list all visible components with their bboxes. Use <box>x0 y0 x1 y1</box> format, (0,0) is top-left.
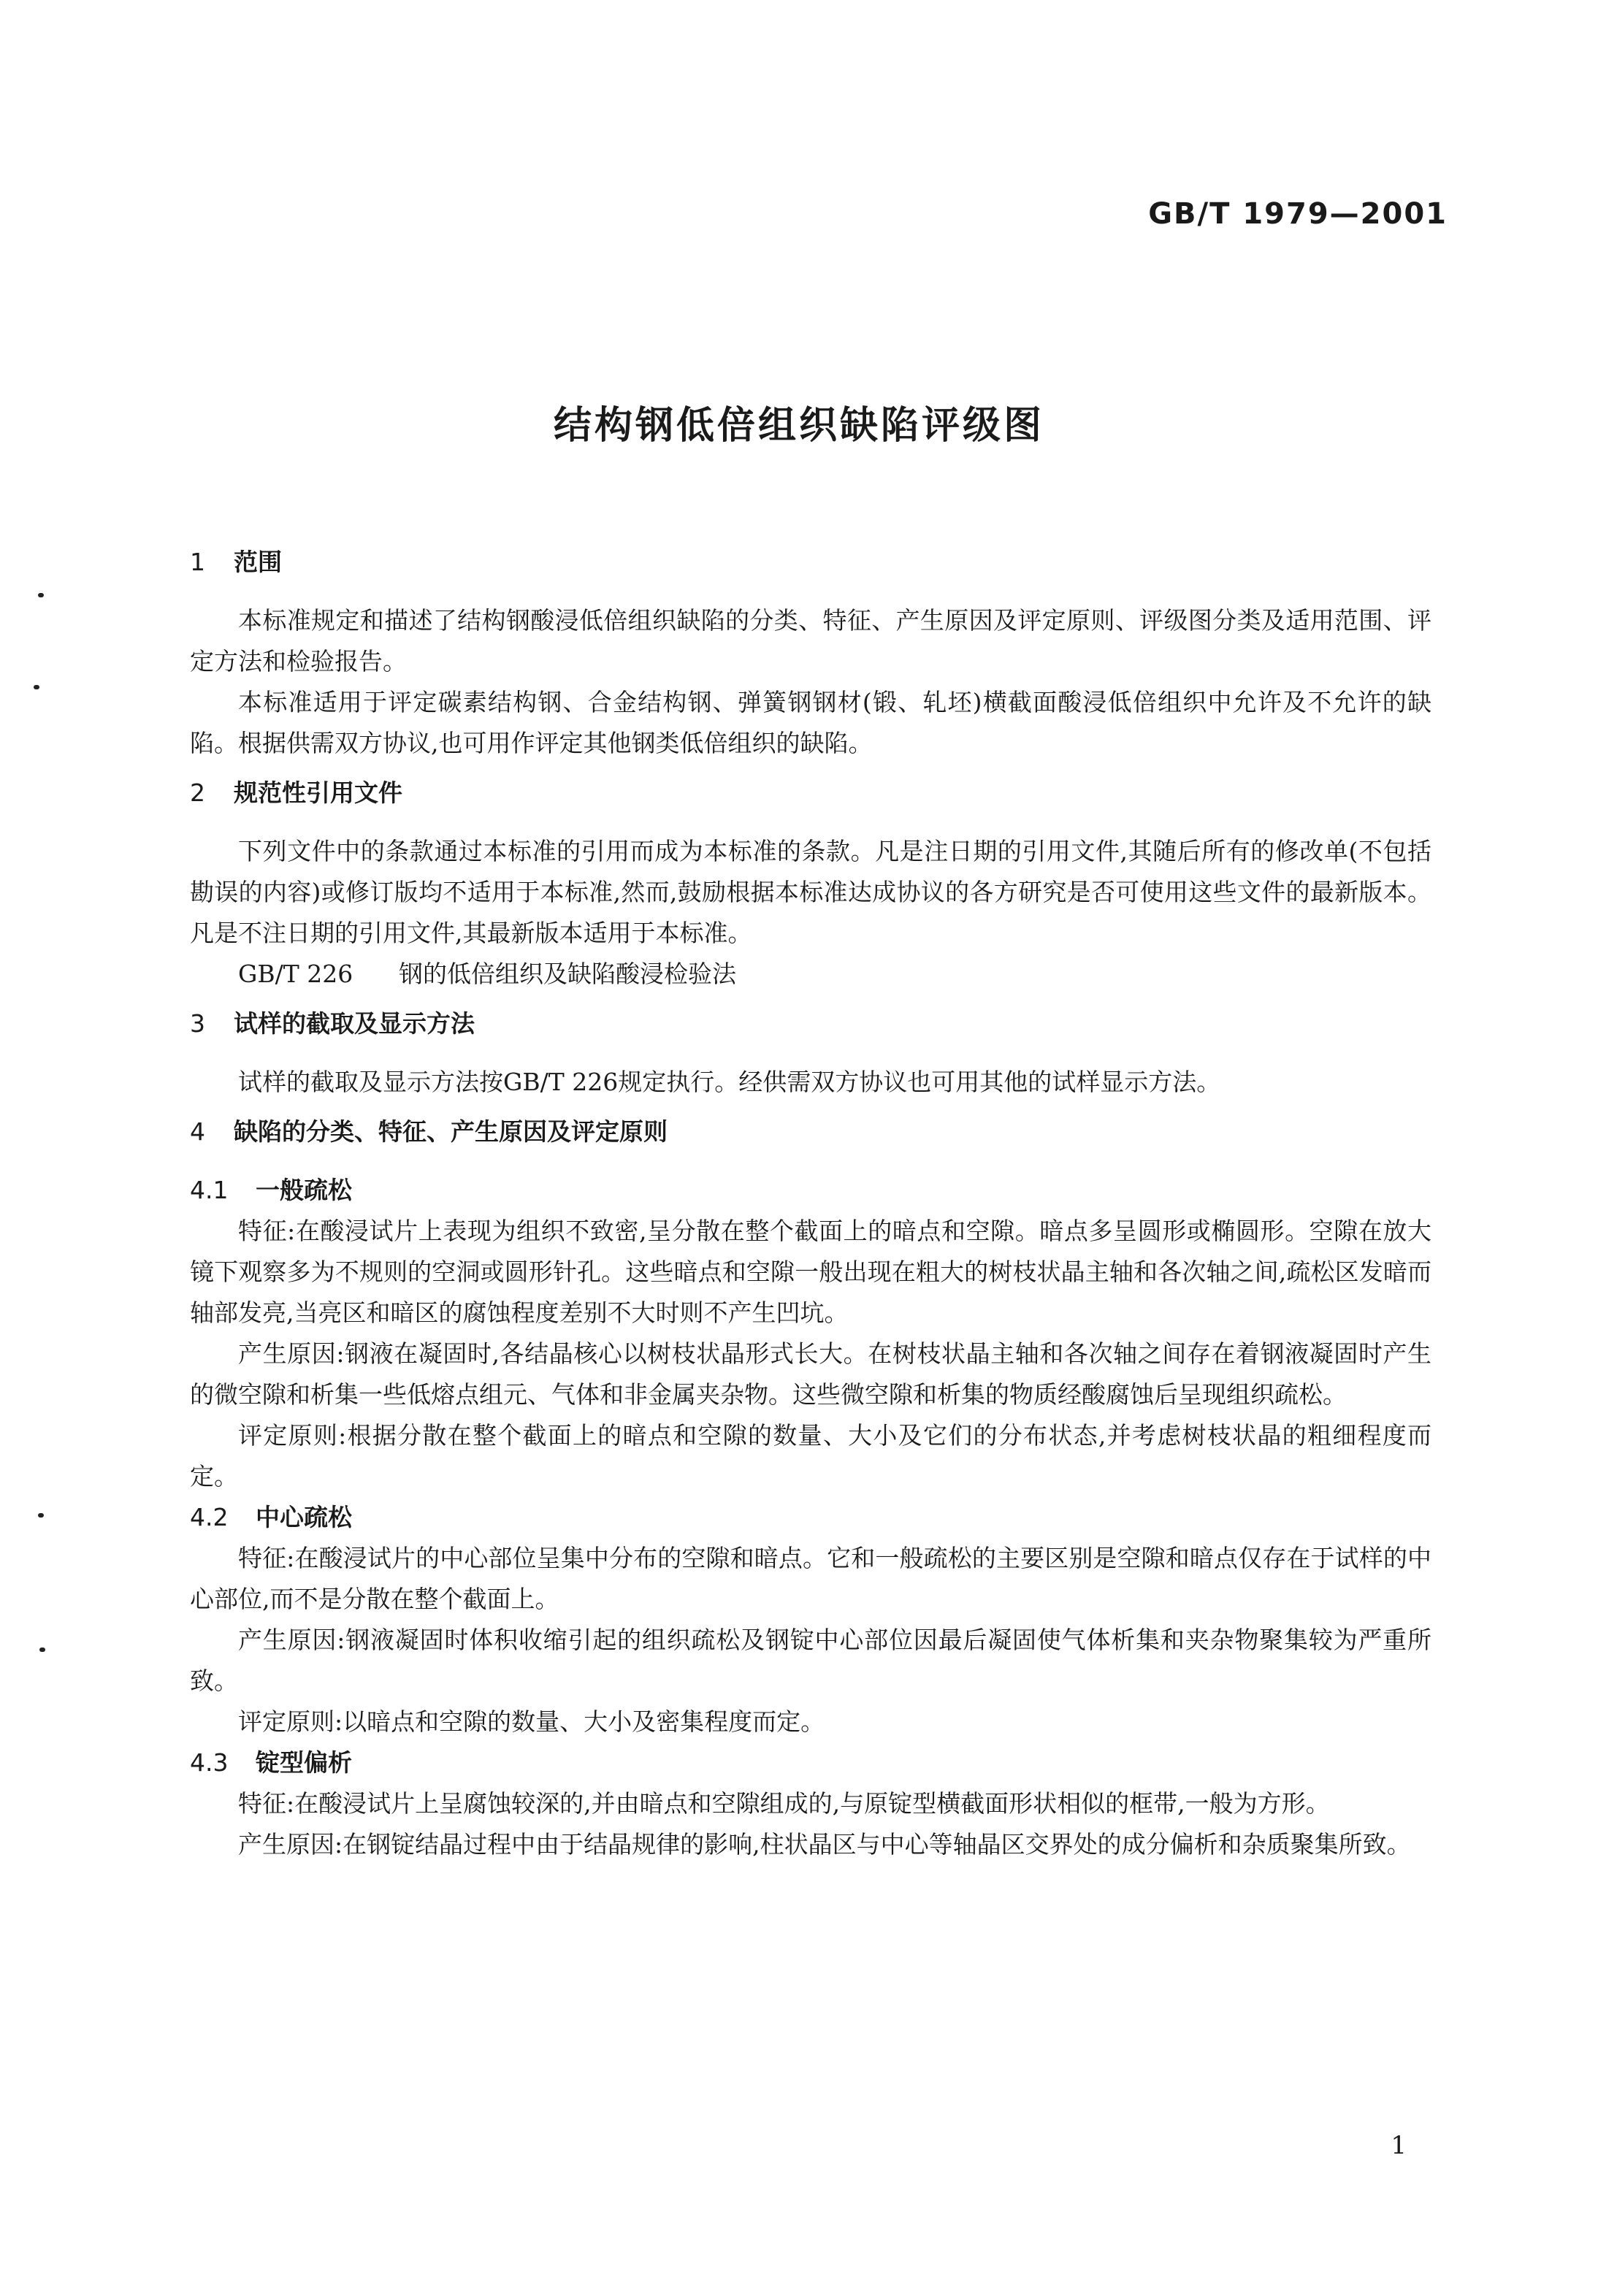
paragraph: 评定原则:以暗点和空隙的数量、大小及密集程度而定。 <box>238 1707 825 1736</box>
section-4-heading <box>190 1110 1431 1154</box>
section-2-heading <box>190 771 1431 815</box>
section-number: 4 <box>190 1117 205 1146</box>
subsection-4-2-heading <box>190 1497 1431 1538</box>
standard-code: GB/T 1979—2001 <box>1148 197 1448 231</box>
scan-mark <box>39 1648 45 1652</box>
reference-code: GB/T 226 <box>238 960 353 988</box>
paragraph: 评定原则:根据分散在整个截面上的暗点和空隙的数量、大小及它们的分布状态,并考虑树枝状晶的粗细程度而定。 <box>190 1421 1431 1491</box>
paragraph: 产生原因:钢液在凝固时,各结晶核心以树枝状晶形式长大。在树枝状晶主轴和各次轴之间存在着钢液凝固时产生的微空隙和析集一些低熔点组元、气体和非金属夹杂物。这些微空隙和析集的物质经酸腐蚀后呈现组织疏松。 <box>190 1339 1431 1409</box>
subsection-4-3-heading <box>190 1742 1431 1783</box>
paragraph: 特征:在酸浸试片的中心部位呈集中分布的空隙和暗点。它和一般疏松的主要区别是空隙和暗点仅存在于试样的中心部位,而不是分散在整个截面上。 <box>190 1544 1431 1613</box>
scan-mark <box>38 593 44 597</box>
section-title: 试样的截取及显示方法 <box>234 1009 475 1038</box>
section-number: 1 <box>190 548 205 576</box>
section-title: 范围 <box>234 548 282 576</box>
normative-reference <box>190 954 1431 995</box>
paragraph: 特征:在酸浸试片上呈腐蚀较深的,并由暗点和空隙组成的,与原锭型横截面形状相似的框带,一般为方形。 <box>238 1789 1330 1818</box>
paragraph: 特征:在酸浸试片上表现为组织不致密,呈分散在整个截面上的暗点和空隙。暗点多呈圆形或椭圆形。空隙在放大镜下观察多为不规则的空洞或圆形针孔。这些暗点和空隙一般出现在粗大的树枝状晶主轴和各次轴之间,疏松区发暗而轴部发亮,当亮区和暗区的腐蚀程度差别不大时则不产生凹坑。 <box>190 1217 1431 1327</box>
paragraph: 产生原因:在钢锭结晶过程中由于结晶规律的影响,柱状晶区与中心等轴晶区交界处的成分偏析和杂质聚集所致。 <box>238 1830 1411 1859</box>
section-number: 2 <box>190 778 205 807</box>
paragraph: 本标准适用于评定碳素结构钢、合金结构钢、弹簧钢钢材(锻、轧坯)横截面酸浸低倍组织中允许及不允许的缺陷。根据供需双方协议,也可用作评定其他钢类低倍组织的缺陷。 <box>190 688 1431 757</box>
document-body <box>190 540 1431 1865</box>
section-number: 3 <box>190 1009 205 1038</box>
section-3-heading <box>190 1002 1431 1046</box>
scan-mark <box>38 1513 44 1518</box>
subsection-number: 4.3 <box>190 1748 229 1777</box>
paragraph: 试样的截取及显示方法按GB/T 226规定执行。经供需双方协议也可用其他的试样显示方法。 <box>238 1068 1221 1096</box>
reference-title: 钢的低倍组织及缺陷酸浸检验法 <box>399 960 736 988</box>
subsection-title: 锭型偏析 <box>256 1748 352 1777</box>
document-title: 结构钢低倍组织缺陷评级图 <box>553 404 1044 448</box>
paragraph: 本标准规定和描述了结构钢酸浸低倍组织缺陷的分类、特征、产生原因及评定原则、评级图分类及适用范围、评定方法和检验报告。 <box>190 606 1431 676</box>
section-1-heading <box>190 540 1431 584</box>
page-number: 1 <box>1391 2131 1407 2160</box>
subsection-title: 一般疏松 <box>256 1176 352 1204</box>
paragraph: 下列文件中的条款通过本标准的引用而成为本标准的条款。凡是注日期的引用文件,其随后所有的修改单(不包括勘误的内容)或修订版均不适用于本标准,然而,鼓励根据本标准达成协议的各方研究是否可使用这些文件的最新版本。凡是不注日期的引用文件,其最新版本适用于本标准。 <box>190 837 1431 947</box>
section-title: 缺陷的分类、特征、产生原因及评定原则 <box>234 1117 668 1146</box>
subsection-title: 中心疏松 <box>256 1503 352 1531</box>
subsection-number: 4.1 <box>190 1176 229 1204</box>
section-title: 规范性引用文件 <box>234 778 402 807</box>
subsection-number: 4.2 <box>190 1503 229 1531</box>
paragraph: 产生原因:钢液凝固时体积收缩引起的组织疏松及钢锭中心部位因最后凝固使气体析集和夹杂物聚集较为严重所致。 <box>190 1626 1431 1695</box>
subsection-4-1-heading <box>190 1170 1431 1211</box>
scan-mark <box>34 685 39 689</box>
